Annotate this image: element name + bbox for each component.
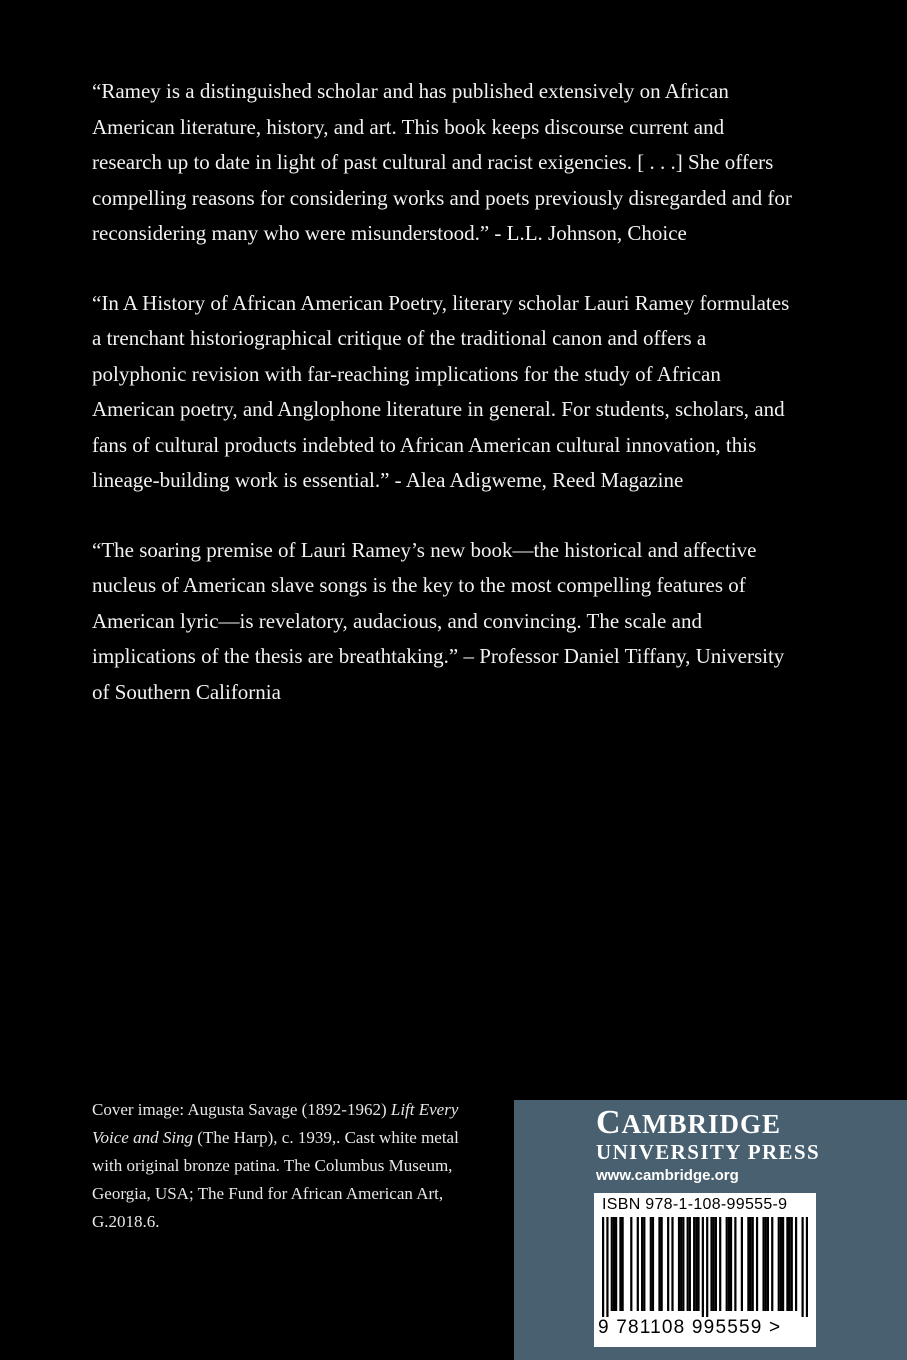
barcode-bar [778,1217,780,1311]
barcode-bar [622,1217,624,1311]
barcode-bar [719,1217,721,1311]
barcode-bar [702,1217,704,1317]
barcode-bar [697,1217,699,1311]
barcode-bar [637,1217,639,1311]
barcode-bar [765,1217,767,1311]
barcode-bar [667,1217,669,1311]
barcode-bar [602,1217,604,1317]
barcode-bar [801,1217,803,1317]
barcode-digits: 9 781108 995559 > [598,1317,782,1338]
barcode-bar [680,1217,682,1311]
barcode-bar [726,1217,728,1311]
barcode-bar [752,1217,754,1311]
barcode-bar [661,1217,663,1311]
barcode-bar [713,1217,715,1311]
barcode-bar [615,1217,617,1311]
barcode-bar [643,1217,645,1311]
barcode-bar [734,1217,736,1311]
barcode-bar [782,1217,784,1311]
barcode-bar [611,1217,613,1311]
barcode-bar [771,1217,773,1311]
barcode-bar [678,1217,680,1311]
barcode-bar [756,1217,758,1311]
barcode-bar [671,1217,673,1311]
barcode-bar [682,1217,684,1311]
barcode-bar [619,1217,621,1311]
publisher-name [596,1104,781,1142]
cover-image-credit [92,1096,472,1236]
barcode-bar [762,1217,764,1311]
credit-suffix: (The Harp), c. 1939,. Cast white metal with original bronze patina. The Columbus Museum, Georgia, USA; The Fund for African American Art, G.2018.6. [92,1128,459,1231]
credit-artwork-title: Lift Every Voice and Sing [92,1100,459,1147]
publisher-name-rest: AMBRIDGE [621,1109,782,1139]
credit-prefix: Cover image: Augusta Savage (1892-1962) [92,1100,391,1119]
barcode-bar [613,1217,615,1311]
barcode-bar [806,1217,808,1317]
publisher-url: www.cambridge.org [596,1167,739,1184]
barcode-bar [741,1217,743,1311]
barcode-bar [652,1217,654,1311]
barcode-bar [767,1217,769,1311]
barcode-bar [710,1217,712,1311]
barcode-bar [630,1217,632,1311]
barcode-bar [641,1217,643,1311]
barcode-bar [706,1217,708,1317]
barcode-bar [658,1217,660,1311]
barcode-bar [788,1217,790,1311]
barcode-bar [687,1217,689,1311]
barcode-bar [728,1217,730,1311]
barcode-bar [747,1217,749,1311]
barcode-bar [749,1217,751,1311]
barcode-bar [606,1217,608,1317]
barcode-bar [650,1217,652,1311]
barcode-bar [780,1217,782,1311]
publisher-box [514,1100,907,1360]
blurb-reed-magazine: “In A History of African American Poetry, literary scholar Lauri Ramey formulates a trenchant historiographical critique of the traditional canon and offers a polyphonic revision with far-reaching implications for the study of African American poetry, and Anglophone literature in general. For students, scholars, and fans of cultural products indebted to African American cultural innovation, this lineage-building work is essential.” - Alea Adigweme, Reed Magazine [92,290,790,492]
barcode-bar [730,1217,732,1311]
barcode-bar [715,1217,717,1311]
publisher-subtitle: UNIVERSITY PRESS [596,1140,821,1164]
blurb-choice: “Ramey is a distinguished scholar and has published extensively on African American literature, history, and art. This book keeps discourse current and research up to date in light of past cultural and racist exigencies. [ . . .] She offers compelling reasons for considering works and poets previously disregarded and for reconsidering many who were misunderstood.” - L.L. Johnson, Choice [92,79,792,245]
barcode-bar [786,1217,788,1311]
publisher-name-initial: C [596,1104,622,1141]
barcode-bar [693,1217,695,1311]
barcode-bar [791,1217,793,1311]
barcode-bars [602,1217,808,1317]
barcode-bar [689,1217,691,1311]
blurb-tiffany: “The soaring premise of Lauri Ramey’s new book—the historical and affective nucleus of American slave songs is the key to the most compelling features of American lyric—is revelatory, audacious, and convincing. The scale and implications of the thesis are breathtaking.” – Professor Daniel Tiffany, University of Southern California [92,537,785,704]
barcode-panel [594,1193,816,1347]
barcode-bar [795,1217,797,1311]
isbn-label: ISBN 978-1-108-99555-9 [602,1196,788,1213]
barcode-bar [695,1217,697,1311]
blurbs [92,74,792,744]
